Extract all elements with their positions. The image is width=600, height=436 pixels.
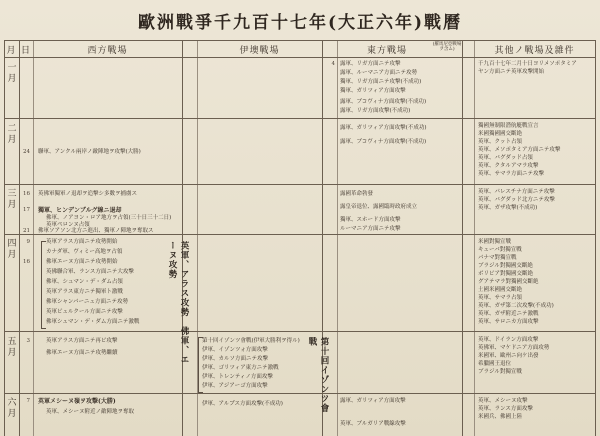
other-entry: 英軍、クタルアマラ攻撃 — [478, 163, 539, 169]
italy-entry: 伊軍、トレンティノ方面攻撃 — [202, 374, 273, 380]
italy-entry: 伊軍、カルソ方面ニテ攻撃 — [202, 356, 269, 362]
west-entry: 佛軍シャンパーニュ方面ニテ攻勢 — [46, 299, 129, 305]
month-label-jun: 六月 — [7, 398, 17, 419]
other-entry: 英軍、メシーヌ攻撃 — [478, 398, 528, 404]
other-entry: 英軍、ドイラン方面攻撃 — [478, 337, 539, 343]
west-entry: 佛軍ソアソン北方ニ進出、獨軍ノ陣地ヲ奪取ス — [38, 228, 154, 234]
other-entry: 英軍、ガザ第二次攻撃(不成功) — [478, 303, 554, 309]
italy-entry: 伊軍、ゴリツィア東方ニテ激戰 — [202, 365, 279, 371]
west-entry: 佛軍、シュマン・デ・ダム占領 — [46, 279, 123, 285]
month-label-mar: 三月 — [7, 189, 17, 210]
east-entry: 獨軍、リガ方面ニテ攻撃(不成功) — [340, 79, 422, 85]
bracket — [198, 337, 203, 393]
other-entry: 英軍、パレスチナ方面ニテ攻撃 — [478, 189, 555, 195]
east-entry: 獨軍、スホード方面攻撃 — [340, 217, 401, 223]
italy-vertical-heading: 第十回イゾンツ會戰 — [307, 337, 329, 413]
west-entry: 英佛軍獨軍ノ退却ヲ追撃シ多數ヲ捕虜ス — [38, 191, 138, 197]
other-entry: 英軍、クット占領 — [478, 139, 523, 145]
east-entry: 露國革命勃發 — [340, 191, 374, 197]
other-entry: 英軍、バグダッド占領 — [478, 155, 533, 161]
other-entry: 獨國無制限潜航艇戰宣言 — [478, 123, 539, 129]
west-entry-bold: 英軍メシーヌ嶺ヲ攻撃(大勝) — [38, 398, 116, 405]
west-entry: 英軍アラス方面ニテ攻勢開始 — [46, 239, 118, 245]
west-entry: 聯軍、アンクル兩岸ノ敵陣地ヲ攻撃(大勝) — [38, 149, 141, 155]
east-entry: 露軍、リガ方面ニテ攻撃 — [340, 61, 401, 67]
east-entry: 露軍、ブコヴィナ方面攻撃(不成功) — [340, 139, 427, 145]
other-entry: パナマ對獨宣戰 — [478, 255, 517, 261]
other-entry: 希臘國王退位 — [478, 361, 512, 367]
east-entry: 露軍、ブコヴィナ方面攻撃(不成功) — [340, 99, 427, 105]
month-label-apr: 四月 — [7, 239, 17, 260]
west-entry: 英佛聯合軍、ランス方面ニテ大攻撃 — [46, 269, 134, 275]
other-entry: 英軍、サマラ占領 — [478, 295, 523, 301]
other-entry: キューバ對獨宣戰 — [478, 247, 522, 253]
other-entry: 米國對獨宣戰 — [478, 239, 512, 245]
other-entry: グアテマラ對獨國交斷絶 — [478, 279, 539, 285]
header-east-note: (羅馬尼亞戰場ヲ含ム) — [432, 42, 462, 52]
header-east: 東方戰場 — [366, 46, 407, 56]
west-entry: 英軍アラス方面ニテ再ビ攻撃 — [46, 338, 118, 344]
other-entry: ブラジル對獨國交斷絶 — [478, 263, 533, 269]
east-entry: ルーマニア方面ニテ攻撃 — [340, 226, 401, 232]
other-entry: 土國米國國交斷絶 — [478, 287, 523, 293]
east-entry: 露軍、ガリツィア方面攻撃(不成功) — [340, 125, 427, 131]
other-entry: 千九百十七年二月十日ヨリメソポタミア — [478, 61, 577, 67]
other-entry: 英軍、ガザ附近ニテ激戰 — [478, 311, 539, 317]
month-label-feb: 二月 — [7, 124, 17, 145]
other-entry: 英軍、サロニカ方面攻撃 — [478, 319, 539, 325]
other-entry: ヤン方面ニテ英軍攻撃開始 — [478, 69, 544, 75]
header-italy: 伊墺戰場 — [239, 46, 280, 56]
other-entry: ボリビア對獨國交斷絶 — [478, 271, 534, 277]
header-west: 西方戰場 — [87, 46, 128, 56]
west-entry: 英軍ペロンヌ占領 — [46, 222, 90, 228]
other-entry: 英軍、ランス方面攻撃 — [478, 406, 533, 412]
italy-entry: 伊軍、アジアーゴ方面攻撃 — [202, 383, 268, 389]
italy-entry: 伊軍、アルプス方面攻撃(不成功) — [202, 401, 283, 407]
west-entry: 佛軍、ノアヨン・ロア地方ヲ占領(三十日三十二日) — [46, 215, 172, 221]
west-vertical-heading: 英軍、アラス攻勢 佛軍、エーヌ攻勢 — [167, 241, 189, 365]
italy-entry: 伊軍、イゾンツォ方面攻撃 — [202, 347, 268, 353]
west-entry: 英軍アラス東方ニテ獨軍ト激戰 — [46, 289, 123, 295]
other-entry: 英佛軍、マケドニア方面攻勢 — [478, 345, 550, 351]
other-entry: 英軍、メソポタミア方面ニテ攻撃 — [478, 147, 561, 153]
page-title: 歐洲戰爭千九百十七年(大正六年)戰曆 — [137, 13, 463, 33]
other-entry: 米國獨國國交斷絶 — [478, 131, 523, 137]
other-entry: 英軍、サマラ方面ニテ攻撃 — [478, 171, 545, 177]
west-entry: カナダ軍、ヴィミー高地ヲ占領 — [46, 249, 123, 255]
east-entry: 露軍、ガリツィア方面攻撃 — [340, 398, 406, 404]
other-entry: 英軍、バグダッド北方ニテ攻撃 — [478, 197, 555, 203]
calendar-grid: 月 日 西方戰場 伊墺戰場 東方戰場 (羅馬尼亞戰場ヲ含ム) 其他ノ戰場及雜件 一月 二月 三月 四月 五月 六月 24 聯軍、アンクル兩岸ノ敵陣地ヲ攻撃(大勝) 16 英佛軍獨軍ノ退却ヲ追撃シ多數ヲ捕虜ス 17 獨軍、ヒンデンブルグ線ニ退却 佛軍、ノアヨン・ロア地方ヲ占領(三十日三十二日) 英軍ペロンヌ占領 21 佛軍ソアソン北方ニ進出、獨軍ノ陣地ヲ奪取ス 9 英軍アラス方面ニテ攻勢開始 カナダ軍、ヴィミー高地ヲ占領 16 佛軍エーヌ方面ニテ攻勢開始 英佛聯合軍、ランス方面ニテ大攻撃 佛軍、シュマン・デ・ダム占領 英軍アラス東方ニテ獨軍ト激戰 佛軍シャンパーニュ方面ニテ攻勢 英軍ビュルクール方面ニテ攻撃 佛軍シュマン・デ・ダム方面ニテ激戰 3 英軍アラス方面ニテ再ビ攻撃 佛軍エーヌ方面ニテ攻勢繼續 7 英軍メシーヌ嶺ヲ攻撃(大勝) 英軍、メシーヌ附近ノ敵陣地ヲ奪取 英軍、アラス攻勢 佛軍、エーヌ攻勢 第十回イゾンツ會戰(伊軍大勝利ヲ得ル) 伊軍、イゾンツォ方面攻撃 伊軍、カルソ方面ニテ攻撃 伊軍、ゴリツィア東方ニテ激戰 伊軍、トレンティノ方面攻撃 伊軍、アジアーゴ方面攻撃 伊軍、アルプス方面攻撃(不成功) 第十回イゾンツ會戰 4 露軍、リガ方面ニテ攻撃 露軍、ルーマニア方面ニテ攻勢 獨軍、リガ方面ニテ攻撃(不成功) 獨軍、ガリツィア方面攻撃 露軍、ブコヴィナ方面攻撃(不成功) 露軍、リガ方面攻撃(不成功) 露軍、ガリツィア方面攻撃(不成功) 露軍、ブコヴィナ方面攻撃(不成功) 露國革命勃發 露皇帝退位、露國臨時政府成立 獨軍、スホード方面攻撃 ルーマニア方面ニテ攻撃 露軍、ガリツィア方面攻撃 英軍、ブルガリア戰線攻撃 千九百十七年二月十日ヨリメソポタミア ヤン方面ニテ英軍攻撃開始 獨國無制限潜航艇戰宣言 米國獨國國交斷絶 英軍、クット占領 英軍、メソポタミア方面ニテ攻撃 英軍、バグダッド占領 英軍、クタルアマラ攻撃 英軍、サマラ方面ニテ攻撃 英軍、パレスチナ方面ニテ攻撃 英軍、バグダッド北方ニテ攻撃 英軍、ガザ攻撃(不成功) 米國對獨宣戰 キューバ對獨宣戰 パナマ對獨宣戰 ブラジル對獨國交斷絶 ボリビア對獨國交斷絶 グアテマラ對獨國交斷絶 土國米國國交斷絶 英軍、サマラ占領 英軍、ガザ第二次攻撃(不成功) 英軍、ガザ附近ニテ激戰 英軍、サロニカ方面攻撃 英軍、ドイラン方面攻撃 英佛軍、マケドニア方面攻勢 米國軍、歐州ニ向ケ出發 希臘國王退位 ブラジル對獨宣戰 英軍、メシーヌ攻撃 英軍、ランス方面攻撃 米國兵、佛國上陸 — [4, 40, 596, 436]
east-entry: 露軍、リガ方面攻撃(不成功) — [340, 108, 411, 114]
bracket — [41, 241, 46, 329]
header-day: 日 — [20, 46, 31, 56]
month-label-jan: 一月 — [7, 63, 17, 84]
other-entry: 米國軍、歐州ニ向ケ出發 — [478, 353, 539, 359]
west-entry-bold: 獨軍、ヒンデンブルグ線ニ退却 — [38, 207, 122, 214]
header-month: 月 — [6, 46, 17, 56]
east-entry: 露軍、ルーマニア方面ニテ攻勢 — [340, 70, 418, 76]
header-other: 其他ノ戰場及雜件 — [494, 46, 575, 56]
month-label-may: 五月 — [7, 337, 17, 358]
italy-entry: 第十回イゾンツ會戰(伊軍大勝利ヲ得ル) — [202, 338, 300, 344]
west-entry: 英軍ビュルクール方面ニテ攻撃 — [46, 309, 123, 315]
west-entry: 佛軍エーヌ方面ニテ攻勢開始 — [46, 259, 118, 265]
west-entry: 英軍、メシーヌ附近ノ敵陣地ヲ奪取 — [46, 409, 135, 415]
east-entry: 英軍、ブルガリア戰線攻撃 — [340, 421, 406, 427]
other-entry: ブラジル對獨宣戰 — [478, 369, 522, 375]
east-entry: 露皇帝退位、露國臨時政府成立 — [340, 204, 418, 210]
west-entry: 佛軍シュマン・デ・ダム方面ニテ激戰 — [46, 319, 140, 325]
west-entry: 佛軍エーヌ方面ニテ攻勢繼續 — [46, 350, 118, 356]
other-entry: 英軍、ガザ攻撃(不成功) — [478, 205, 538, 211]
east-entry: 獨軍、ガリツィア方面攻撃 — [340, 88, 406, 94]
other-entry: 米國兵、佛國上陸 — [478, 414, 523, 420]
